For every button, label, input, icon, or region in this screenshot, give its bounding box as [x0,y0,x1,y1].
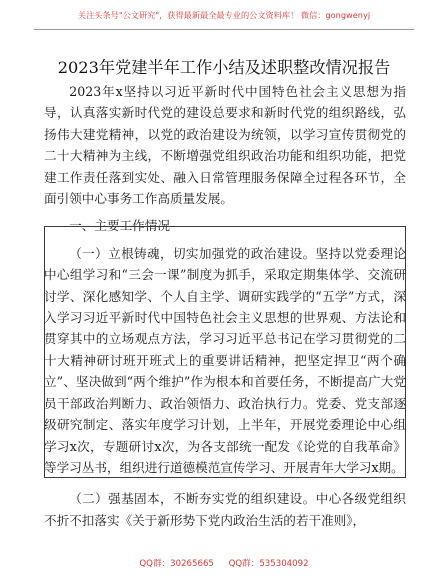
header-banner: 关注头条号"公文研究"，获得最新最全最专业的公文资料库！ 微信：gongwenyj [77,10,371,20]
document-body [44,81,406,531]
paragraph-organizational-building: （二）强基固本，不断夯实党的组织建设。中心各级党组织不折不扣落实《关于新形势下党内政治生活的若干准则》， [44,491,406,528]
header-divider [34,29,414,30]
paragraph-intro: 2023年x坚持以习近平新时代中国特色社会主义思想为指导，认真落实新时代党的建设总要求和新时代党的组织路线，弘扬伟大建党精神，以党的政治建设为统领，以学习宣传贯彻党的二十大精神为主线，不断增强党组织政治功能和组织功能，把党建工作责任落到实处、融入日常管理服务保障全过程各环节，全面引领中心事务工作高质量发展。 [44,84,406,207]
footer-qq-group-2: QQ群：535304092 [228,559,309,569]
section-heading-1: 一、主要工作情况 [69,218,170,234]
paragraph-political-building: （一）立根铸魂，切实加强党的政治建设。坚持以党委理论中心组学习和“三会一课”制度为抓手，采取定期集体学、交流研讨学、深化感知学、个人自主学、调研实践学的“五学”方式，深入学习习近平新时代中国特色社会主义思想的世界观、方法论和贯穿其中的立场观点方法，学习习近平总书记在学习贯彻党的二十大精神研讨班开班式上的重要讲话精神，把坚定捍卫“两个确立”、坚决做到“两个维护”作为根本和首要任务，不断提高广大党员干部政治判断力、政治领悟力、政治执行力。党委、党支部逐级研究制定、落实年度学习计划，上半年，开展党委理论中心组学习x次，专题研讨x次，为各支部统一配发《论党的自我革命》等学习丛书，组织进行道德模范宣传学习、开展青年大学习x期。 [44,245,406,475]
footer-qq-group-1: QQ群：30265665 [139,559,214,569]
document-title: 2023年党建半年工作小结及述职整改情况报告 [57,58,391,77]
footer-contact [0,557,448,569]
